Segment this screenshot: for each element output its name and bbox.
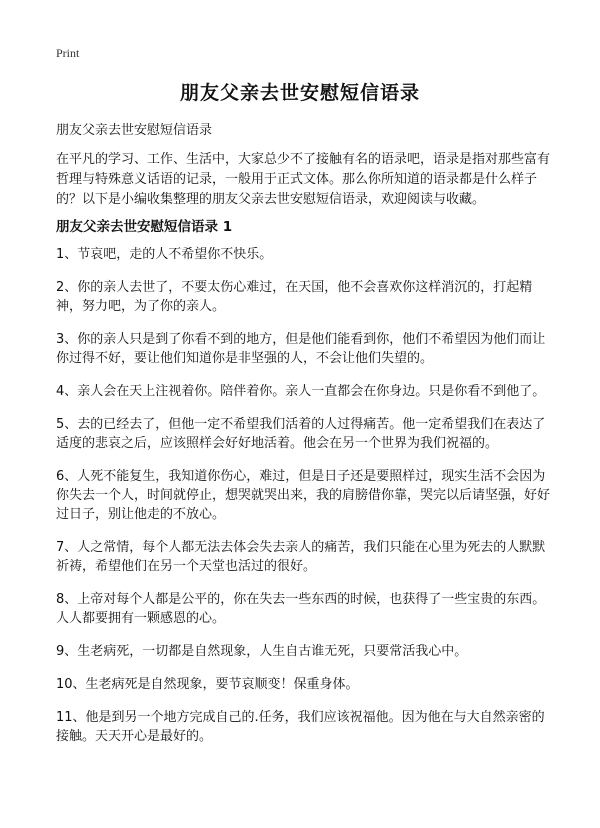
list-item: 4、亲人会在天上注视着你。陪伴着你。亲人一直都会在你身边。只是你看不到他了。 (56, 384, 546, 399)
list-item: 11、他是到另一个地方完成自己的.任务，我们应该祝福他。因为他在与大自然亲密的接触。天天开心是最好的。 (56, 710, 545, 744)
list-item: 6、人死不能复生，我知道你伤心，难过，但是日子还是要照样过，现实生活不会因为你失去一个人，时间就停止，想哭就哭出来，我的肩膀借你靠，哭完以后请坚强，好好过日子，别让他走的不放心。 (56, 469, 551, 522)
print-label[interactable]: Print (56, 46, 80, 60)
quote-list (56, 245, 556, 760)
page-title: 朋友父亲去世安慰短信语录 (179, 82, 420, 104)
list-item: 2、你的亲人去世了，不要太伤心难过，在天国，他不会喜欢你这样消沉的，打起精神，努力吧，为了你的亲人。 (56, 280, 533, 314)
list-item: 8、上帝对每个人都是公平的，你在失去一些东西的时候，也获得了一些宝贵的东西。人人都要拥有一颗感恩的心。 (56, 592, 546, 626)
list-item: 5、去的已经去了，但他一定不希望我们活着的人过得痛苦。他一定希望我们在表达了适度的悲哀之后，应该照样会好好地活着。他会在另一个世界为我们祝福的。 (56, 417, 546, 451)
article-subtitle: 朋友父亲去世安慰短信语录 (56, 123, 213, 138)
list-item: 9、生老病死，一切都是自然现象，人生自古谁无死，只要常活我心中。 (56, 644, 468, 659)
list-item: 10、生老病死是自然现象，要节哀顺变！保重身体。 (56, 677, 359, 692)
section-heading: 朋友父亲去世安慰短信语录 1 (56, 219, 233, 235)
list-item: 1、节哀吧，走的人不希望你不快乐。 (56, 247, 273, 262)
intro-paragraph: 在平凡的学习、工作、生活中，大家总少不了接触有名的语录吧，语录是指对那些富有哲理与特殊意义话语的记录，一般用于正式文体。那么你所知道的语录都是什么样子的？以下是小编收集整理的朋友父亲去世安慰短信语录，欢迎阅读与收藏。 (56, 152, 551, 207)
list-item: 3、你的亲人只是到了你看不到的地方，但是他们能看到你，他们不希望因为他们而让你过得不好，要让他们知道你是非坚强的人，不会让他们失望的。 (56, 332, 546, 366)
list-item: 7、人之常情，每个人都无法去体会失去亲人的痛苦，我们只能在心里为死去的人默默祈祷，希望他们在另一个天堂也活过的很好。 (56, 540, 546, 574)
